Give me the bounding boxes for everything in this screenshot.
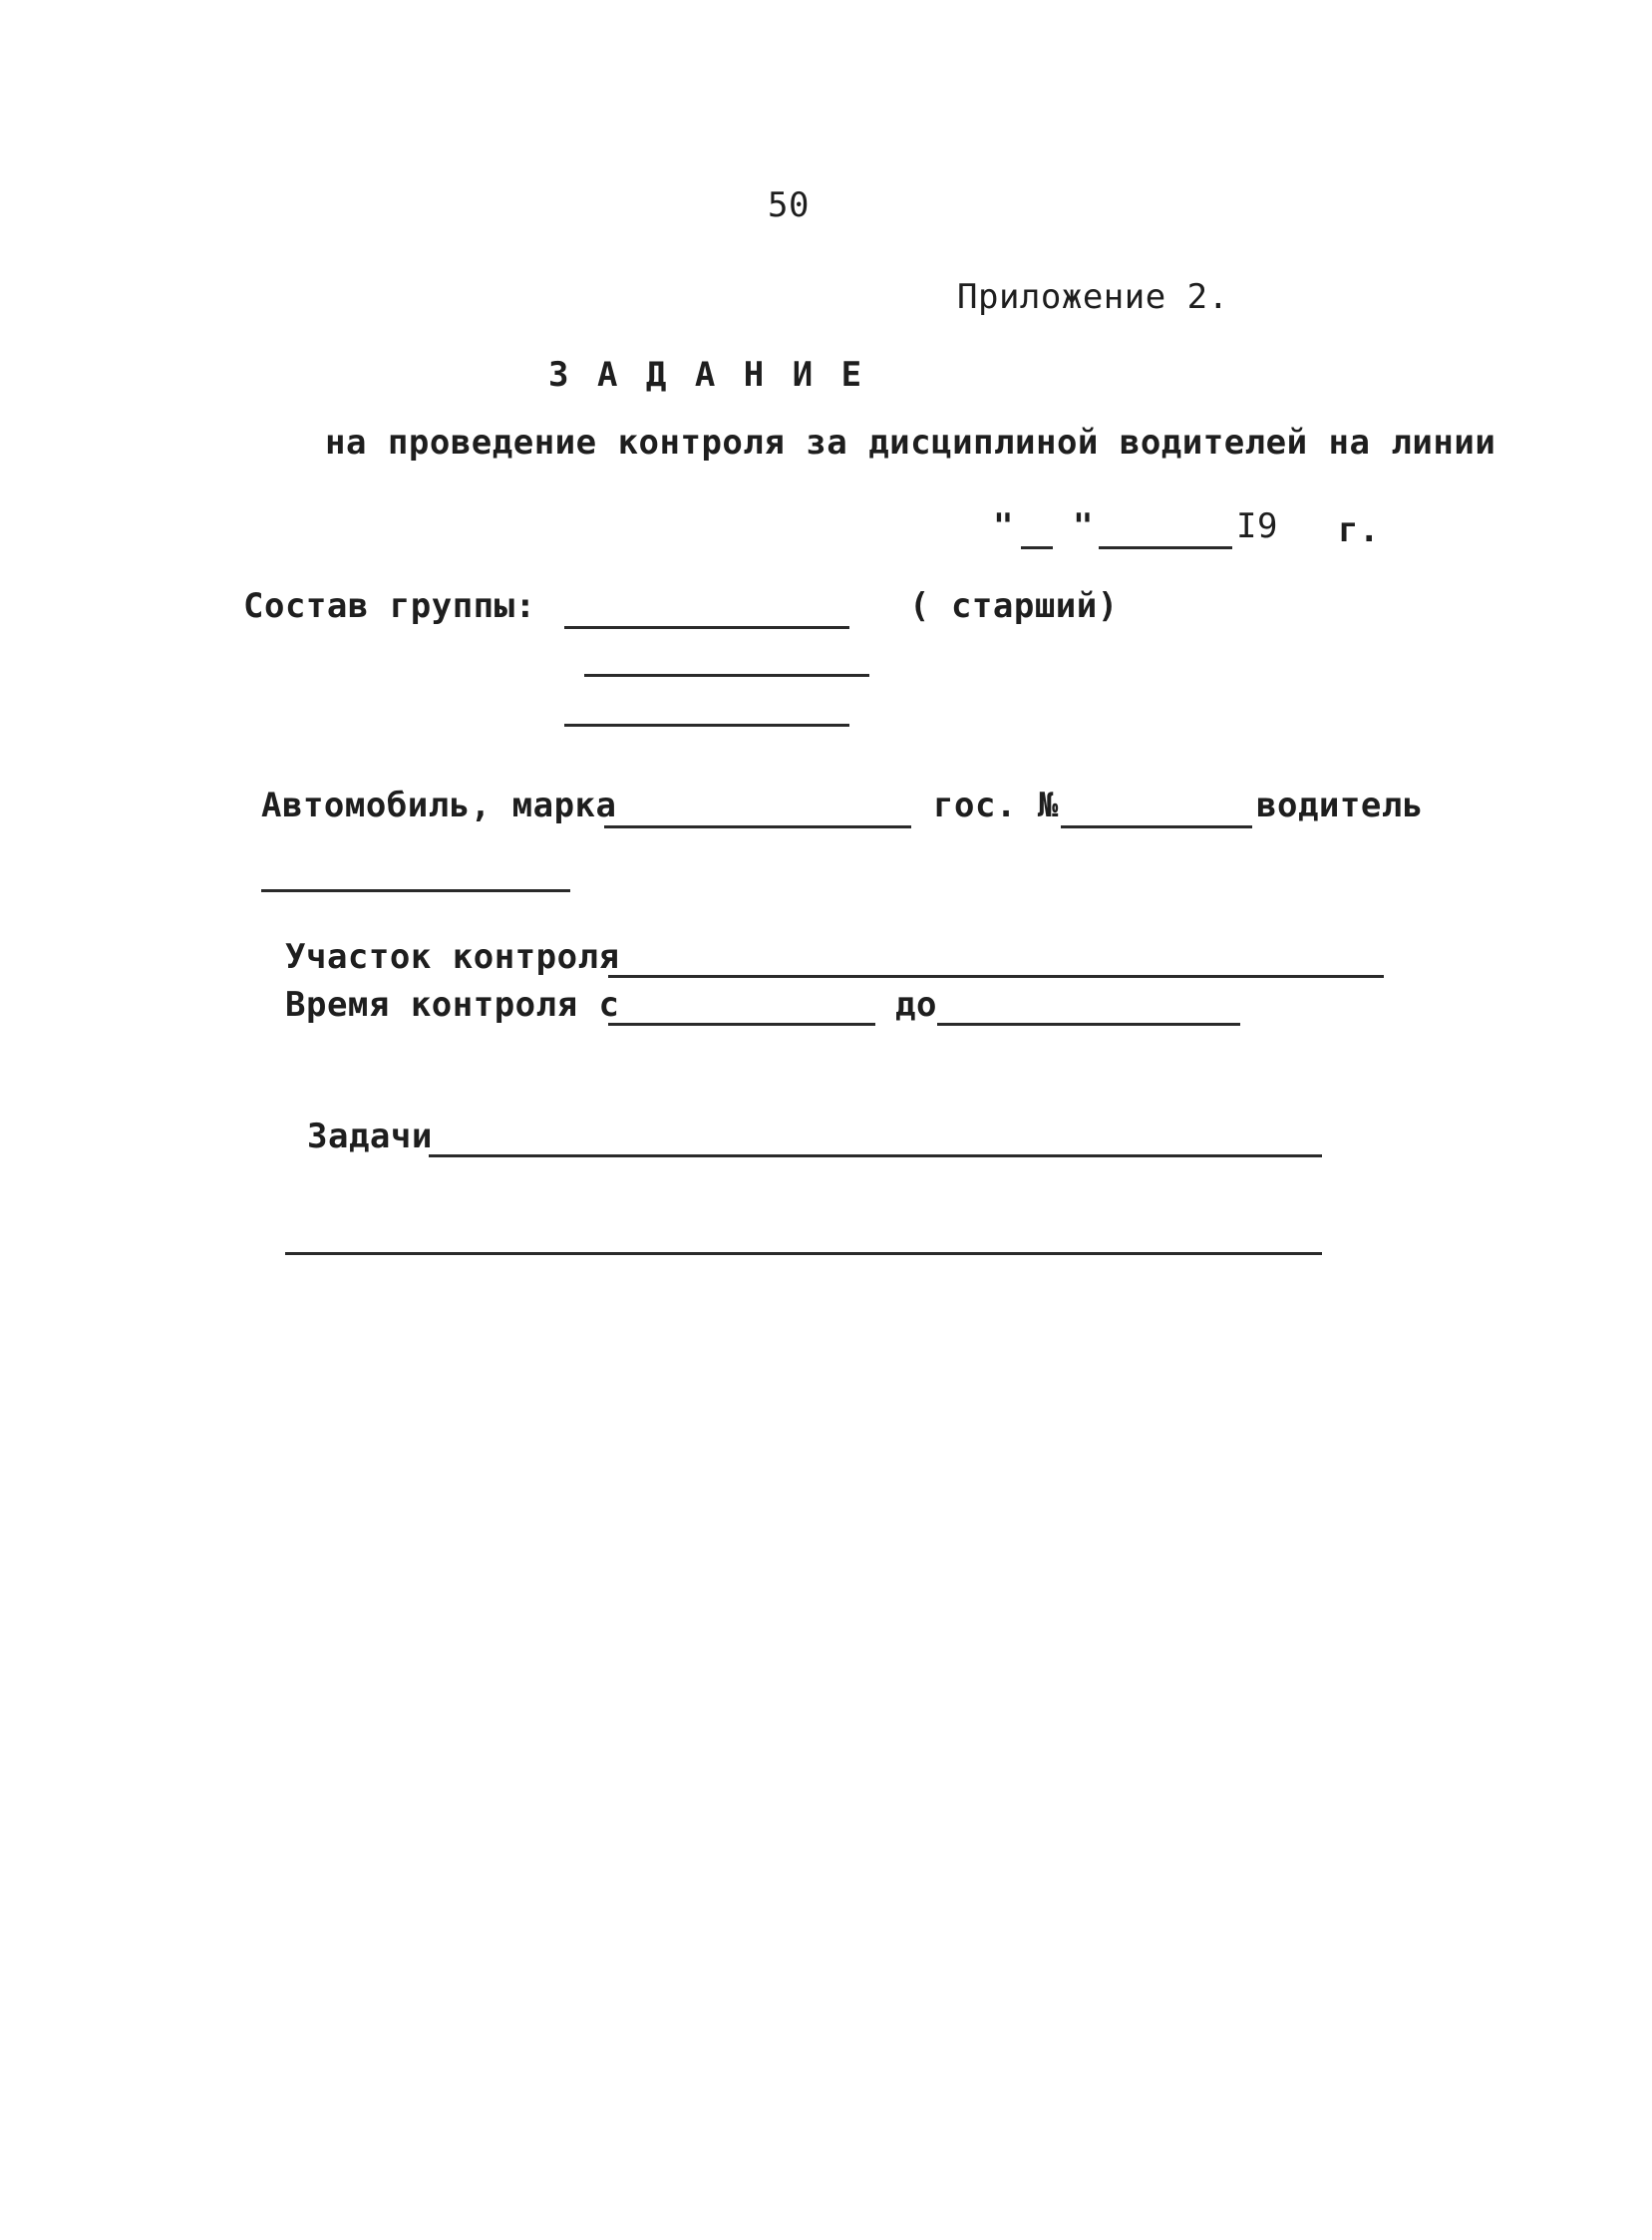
vehicle-reg-field[interactable]	[1061, 825, 1252, 828]
date-quote-close: "	[1073, 506, 1094, 546]
tasks-field-line-2[interactable]	[285, 1252, 1322, 1255]
group-label: Состав группы:	[243, 586, 536, 626]
driver-label: водитель	[1256, 786, 1424, 825]
vehicle-brand-label: Автомобиль, марка	[261, 786, 617, 825]
date-quote-open: "	[993, 506, 1014, 546]
group-member-1-field[interactable]	[564, 626, 849, 629]
control-time-to-field[interactable]	[937, 1023, 1240, 1026]
group-member-3-field[interactable]	[564, 724, 849, 727]
control-time-label: Время контроля с	[285, 985, 620, 1025]
date-year-prefix: I9	[1236, 506, 1278, 546]
control-area-label: Участок контроля	[285, 937, 620, 977]
date-year-suffix: г.	[1338, 510, 1380, 550]
document-title: З А Д А Н И Е	[548, 355, 866, 395]
tasks-label: Задачи	[307, 1117, 433, 1156]
control-area-field[interactable]	[608, 975, 1384, 978]
document-subtitle: на проведение контроля за дисциплиной водителей на линии	[325, 423, 1496, 463]
tasks-field-line-1[interactable]	[429, 1154, 1322, 1157]
date-month-field[interactable]	[1099, 546, 1232, 549]
date-day-field[interactable]	[1021, 546, 1053, 549]
vehicle-brand-field[interactable]	[604, 825, 911, 828]
appendix-label: Приложение 2.	[957, 277, 1229, 317]
control-time-from-field[interactable]	[608, 1023, 875, 1026]
group-member-2-field[interactable]	[584, 674, 869, 677]
vehicle-reg-label: гос. №	[933, 786, 1059, 825]
driver-name-field[interactable]	[261, 889, 570, 892]
senior-note: ( старший)	[909, 586, 1119, 626]
control-time-to-label: до	[895, 985, 937, 1025]
page-number: 50	[768, 185, 810, 225]
